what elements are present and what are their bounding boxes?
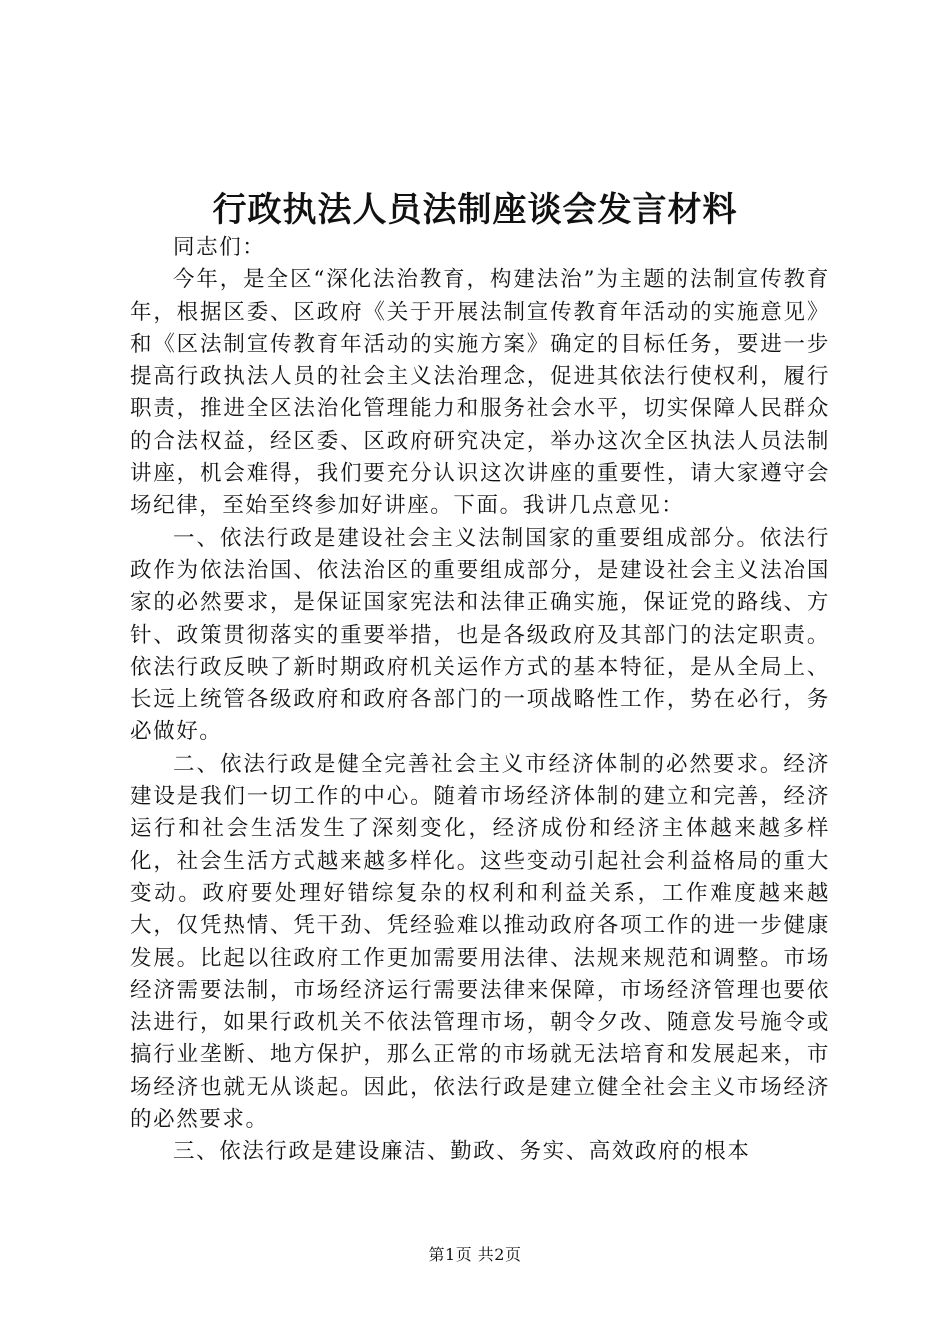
paragraph-point-one: 一、依法行政是建设社会主义法制国家的重要组成部分。依法行政作为依法治国、依法治区的重要组成部分，是建设社会主义法冶国家的必然要求，是保证国家宪法和法律正确实施，保证党的路线、方针、政策贯彻落实的重要举措，也是各级政府及其部门的法定职责。依法行政反映了新时期政府机关运作方式的基本特征，是从全局上、长远上统管各级政府和政府各部门的一项战略性工作，势在必行，务必做好。	[130, 525, 830, 745]
document-title: 行政执法人员法制座谈会发言材料	[212, 190, 738, 230]
salutation: 同志们：	[173, 235, 266, 260]
paragraph-point-two: 二、依法行政是健全完善社会主义市经济体制的必然要求。经济建设是我们一切工作的中心。随着市场经济体制的建立和完善，经济运行和社会生活发生了深刻变化，经济成份和经济主体越来越多样化，社会生活方式越来越多样化。这些变动引起社会利益格局的重大变动。政府要处理好错综复杂的权利和利益关系，工作难度越来越大，仅凭热情、凭干劲、凭经验难以推动政府各项工作的进一步健康发展。比起以往政府工作更加需要用法律、法规来规范和调整。市场经济需要法制，市场经济运行需要法律来保障，市场经济管理也要依法进行，如果行政机关不依法管理市场，朝令夕改、随意发号施令或搞行业垄断、地方保护，那么正常的市场就无法培育和发展起来，市场经济也就无从谈起。因此，依法行政是建立健全社会主义市场经济的必然要求。	[130, 751, 830, 1133]
paragraph-point-three: 三、依法行政是建设廉洁、勤政、务实、高效政府的根本	[173, 1139, 751, 1165]
page-number-footer: 第1页 共2页	[428, 1245, 522, 1264]
paragraph-intro: 今年，是全区“深化法治教育，构建法治”为主题的法制宣传教育年，根据区委、区政府《关于开展法制宣传教育年活动的实施意见》和《区法制宣传教育年活动的实施方案》确定的目标任务，要进一步提高行政执法人员的社会主义法治理念，促进其依法行使权利，履行职责，推进全区法治化管理能力和服务社会水平，切实保障人民群众的合法权益，经区委、区政府研究决定，举办这次全区执法人员法制讲座，机会难得，我们要充分认识这次讲座的重要性，请大家遵守会场纪律，至始至终参加好讲座。下面。我讲几点意见：	[130, 267, 830, 519]
document-body	[130, 232, 830, 1169]
